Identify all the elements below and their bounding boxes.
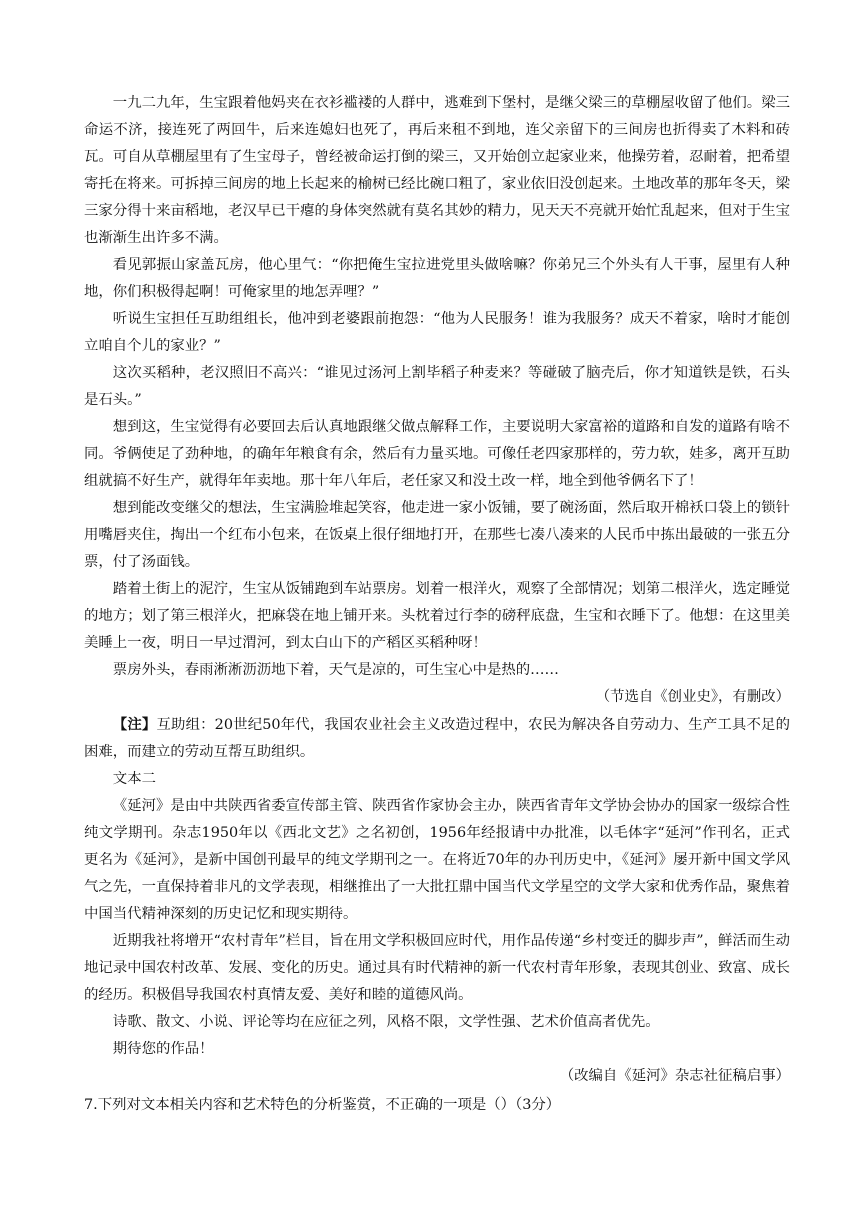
text-two [84, 766, 790, 1090]
footnote [84, 711, 790, 766]
text1-paragraph-2: 看见郭振山家盖瓦房，他心里气：“你把俺生宝拉进党里头做啥嘛？你弟兄三个外头有人干事，屋里有人种地，你们积极得起啊！可俺家里的地怎弄哩？” [84, 257, 790, 300]
text2-paragraph-1: 《延河》是由中共陕西省委宣传部主管、陕西省作家协会主办，陕西省青年文学协会协办的国家一级综合性纯文学期刊。杂志1950年以《西北文艺》之名初创，1956年经报请中办批准，以毛体字“延河”作刊名，正式更名为《延河》，是新中国创刊最早的纯文学期刊之一。在将近70年的办刊历史中，《延河》屡开新中国文学风气之先，一直保持着非凡的文学表现，相继推出了一大批扛鼎中国当代文学星空的文学大家和优秀作品，聚焦着中国当代精神深刻的历史记忆和现实期待。 [84, 798, 790, 922]
text1-paragraph-3: 听说生宝担任互助组组长，他冲到老婆跟前抱怨：“他为人民服务！谁为我服务？成天不着家，啥时才能创立咱自个儿的家业？” [84, 311, 790, 354]
question-7: 7.下列对文本相关内容和艺术特色的分析鉴赏，不正确的一项是（）（3分） [84, 1097, 561, 1113]
text2-source: （改编自《延河》杂志社征稿启事） [559, 1068, 790, 1084]
footnote-label: 【注】 [112, 716, 157, 733]
text2-paragraph-3: 诗歌、散文、小说、评论等均在应征之列，风格不限，文学性强、艺术价值高者优先。 [112, 1014, 660, 1030]
text1-paragraph-6: 想到能改变继父的想法，生宝满脸堆起笑容，他走进一家小饭铺，要了碗汤面，然后取开棉袄口袋上的锁针用嘴唇夹住，掏出一个红布小包来，在饭桌上很仔细地打开，在那些七凑八凑来的人民币中拣出最破的一张五分票，付了汤面钱。 [84, 500, 790, 570]
text2-heading: 文本二 [112, 771, 156, 787]
footnote-text: 互助组：20世纪50年代，我国农业社会主义改造过程中，农民为解决各自劳动力、生产工具不足的困难，而建立的劳动互帮互助组织。 [84, 717, 790, 760]
text1-paragraph-7: 踏着土街上的泥泞，生宝从饭铺跑到车站票房。划着一根洋火，观察了全部情况；划第二根洋火，选定睡觉的地方；划了第三根洋火，把麻袋在地上铺开来。头枕着过行李的磅秤底盘，生宝和衣睡下了。他想：在这里美美睡上一夜，明日一早过渭河，到太白山下的产稻区买稻种呀！ [84, 581, 790, 651]
text2-paragraph-2: 近期我社将增开“农村青年”栏目，旨在用文学积极回应时代，用作品传递“乡村变迁的脚步声”，鲜活而生动地记录中国农村改革、发展、变化的历史。通过具有时代精神的新一代农村青年形象，表现其创业、致富、成长的经历。积极倡导我国农村真情友爱、美好和睦的道德风尚。 [84, 933, 790, 1003]
text1-paragraph-1: 一九二九年，生宝跟着他妈夹在衣衫褴褛的人群中，逃难到下堡村，是继父梁三的草棚屋收留了他们。梁三命运不济，接连死了两回牛，后来连媳妇也死了，再后来租不到地，连父亲留下的三间房也折得卖了木料和砖瓦。可自从草棚屋里有了生宝母子，曾经被命运打倒的梁三，又开始创立起家业来，他操劳着，忍耐着，把希望寄托在将来。可拆掉三间房的地上长起来的榆树已经比碗口粗了，家业依旧没创起来。土地改革的那年冬天，梁三家分得十来亩稻地，老汉早已干瘪的身体突然就有莫名其妙的精力，见天天不亮就开始忙乱起来，但对于生宝也渐渐生出许多不满。 [84, 95, 790, 246]
text1-source: （节选自《创业史》，有删改） [595, 689, 790, 705]
text1-paragraph-4: 这次买稻种，老汉照旧不高兴：“谁见过汤河上割毕稻子种麦来？等碰破了脑壳后，你才知道铁是铁，石头是石头。” [84, 365, 790, 408]
text1-paragraph-8: 票房外头，春雨淅淅沥沥地下着，天气是凉的，可生宝心中是热的…… [112, 662, 559, 678]
text1-paragraph-5: 想到这，生宝觉得有必要回去后认真地跟继父做点解释工作，主要说明大家富裕的道路和自发的道路有啥不同。爷俩使足了劲种地，的确年年粮食有余，然后有力量买地。可像任老四家那样的，劳力软，娃多，离开互助组就搞不好生产，就得年年卖地。那十年八年后，老任家又和没土改一样，地全到他爷俩名下了！ [84, 419, 790, 489]
text-one [84, 90, 790, 711]
text2-paragraph-4: 期待您的作品！ [112, 1041, 214, 1057]
